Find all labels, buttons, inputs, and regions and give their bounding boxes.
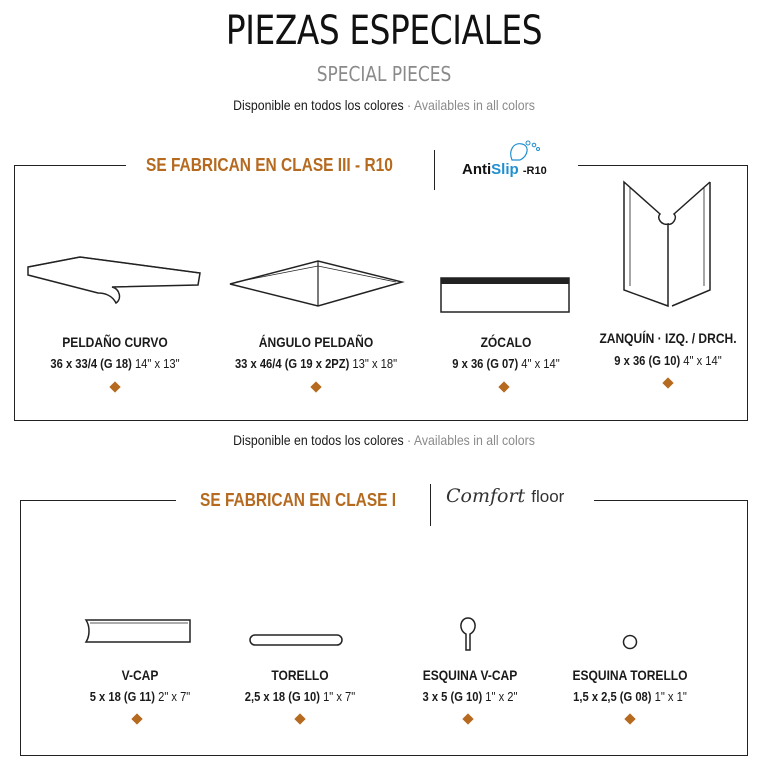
antislip-anti: Anti <box>462 161 492 178</box>
section2-divider <box>430 484 431 526</box>
product-name: TORELLO <box>271 667 329 683</box>
product-dimensions <box>223 689 378 704</box>
product-name: ESQUINA V-CAP <box>422 667 518 683</box>
product-name: V-CAP <box>121 667 159 683</box>
product-name: ESQUINA TORELLO <box>572 667 688 683</box>
zanquin-drawing <box>616 178 716 310</box>
antislip-footprint-icon <box>506 138 546 164</box>
product-code: 3 x 5 (G 10) <box>422 689 483 704</box>
product-dimensions <box>221 356 410 371</box>
product-inches: 4" x 14" <box>521 356 560 371</box>
section2-topline-right <box>594 500 747 501</box>
section2-topline-left <box>20 500 176 501</box>
section1-topline-right <box>578 165 747 166</box>
product-code: 9 x 36 (G 07) <box>452 356 519 371</box>
comfort-word: Comfort <box>446 485 526 507</box>
product-dimensions <box>553 689 708 704</box>
product-inches: 14" x 13" <box>134 356 180 371</box>
comfort-floor-badge <box>446 485 564 507</box>
floor-word: floor <box>531 487 565 506</box>
product-code: 9 x 36 (G 10) <box>614 353 681 368</box>
product-code: 36 x 33/4 (G 18) <box>50 356 132 371</box>
product-inches: 2" x 7" <box>158 689 191 704</box>
zocalo-drawing <box>436 272 574 314</box>
product-name: PELDAÑO CURVO <box>62 334 168 350</box>
product-code: 2,5 x 18 (G 10) <box>244 689 320 704</box>
product-dimensions <box>393 689 548 704</box>
page-title: PIEZAS ESPECIALES <box>225 8 543 54</box>
product-code: 1,5 x 2,5 (G 08) <box>573 689 652 704</box>
product-dimensions <box>63 689 218 704</box>
availability-note-2 <box>46 432 722 448</box>
angulo-peldano-drawing <box>226 258 406 310</box>
product-name: ZÓCALO <box>480 334 532 350</box>
availability-es: Disponible en todos los colores <box>233 432 404 448</box>
antislip-r10: -R10 <box>522 165 547 177</box>
product-name: ZANQUÍN · IZQ. / DRCH. <box>599 330 737 346</box>
availability-en: Availables in all colors <box>413 97 535 113</box>
antislip-slip: Slip <box>491 161 519 178</box>
page-subtitle: SPECIAL PIECES <box>316 62 452 86</box>
product-code: 5 x 18 (G 11) <box>89 689 155 704</box>
product-name: ÁNGULO PELDAÑO <box>258 334 374 350</box>
esquina-torello-drawing <box>620 632 640 652</box>
availability-en: Availables in all colors <box>413 432 535 448</box>
peldano-curvo-drawing <box>20 255 210 315</box>
product-code: 33 x 46/4 (G 19 x 2PZ) <box>234 356 350 371</box>
section1-divider <box>434 150 435 190</box>
product-inches: 1" x 1" <box>654 689 687 704</box>
section1-topline-left <box>14 165 126 166</box>
product-dimensions <box>599 353 737 368</box>
availability-es: Disponible en todos los colores <box>233 97 404 113</box>
product-inches: 13" x 18" <box>352 356 398 371</box>
v-cap-drawing <box>82 614 194 646</box>
availability-note-1 <box>46 97 722 113</box>
product-dimensions <box>25 356 206 371</box>
availability-separator: · <box>407 432 412 448</box>
product-inches: 1" x 7" <box>323 689 356 704</box>
availability-separator: · <box>407 97 412 113</box>
esquina-v-cap-drawing <box>456 616 480 652</box>
torello-drawing <box>246 632 346 648</box>
product-dimensions <box>437 356 575 371</box>
section2-heading: SE FABRICAN EN CLASE I <box>200 490 397 510</box>
product-inches: 4" x 14" <box>683 353 722 368</box>
section1-heading: SE FABRICAN EN CLASE III - R10 <box>146 155 393 175</box>
product-inches: 1" x 2" <box>485 689 518 704</box>
